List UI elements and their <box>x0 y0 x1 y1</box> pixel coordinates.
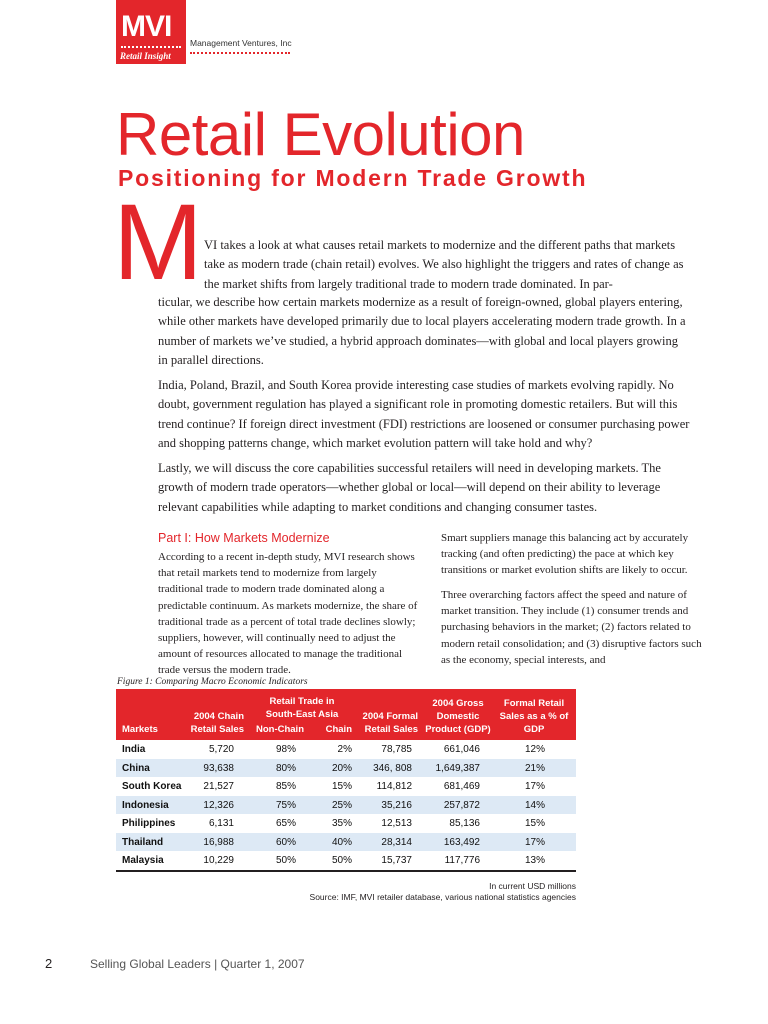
cell-share: 21% <box>524 762 545 774</box>
cell-nonchain: 98% <box>275 744 296 755</box>
header-chain-sales: 2004 Chain Retail Sales <box>190 711 244 735</box>
cell-share: 17% <box>524 836 545 848</box>
intro-paragraph-1-rest: ticular, we describe how certain markets modernize as a result of foreign-owned, global players entering, while other markets have developed primarily due to local players accelerating modern trade growth. In a number of markets we’ve studied, a hybrid approach dominates—with global and local players growing in parallel directions. <box>158 295 686 367</box>
table-header <box>116 689 576 740</box>
cell-chain-sales: 6,131 <box>208 818 234 829</box>
page-number: 2 <box>45 956 53 971</box>
cell-formal-sales: 114,812 <box>376 781 412 792</box>
header-formal-sales: 2004 Formal Retail Sales <box>362 711 418 735</box>
table-body <box>116 740 576 870</box>
cell-market: South Korea <box>122 781 182 792</box>
section-heading: Part I: How Markets Modernize <box>158 531 330 545</box>
cell-share: 13% <box>524 855 545 866</box>
cell-nonchain: 60% <box>275 836 296 848</box>
cell-chain: 50% <box>331 855 352 866</box>
cell-market: China <box>122 762 150 774</box>
footer-text: Selling Global Leaders | Quarter 1, 2007 <box>90 957 305 971</box>
logo-text: MVI <box>121 10 172 43</box>
header-gdp: 2004 Gross Domestic Product (GDP) <box>425 698 491 735</box>
cell-share: 12% <box>524 744 545 755</box>
page-title: Retail Evolution <box>116 101 525 168</box>
cell-chain-sales: 16,988 <box>203 836 234 848</box>
cell-nonchain: 80% <box>275 762 296 774</box>
cell-nonchain: 65% <box>275 818 296 829</box>
cell-nonchain: 50% <box>275 855 296 866</box>
cell-share: 17% <box>524 781 545 792</box>
cell-share: 15% <box>524 818 545 829</box>
logo-tagline: Retail Insight <box>120 51 171 61</box>
cell-gdp: 661,046 <box>443 744 480 755</box>
indicators-table <box>116 689 576 872</box>
header-chain: Chain <box>325 724 352 735</box>
cell-market: India <box>122 744 146 755</box>
decorative-dots <box>190 52 290 54</box>
cell-chain-sales: 12,326 <box>203 799 234 811</box>
units-note: In current USD millions <box>489 881 576 891</box>
cell-chain-sales: 10,229 <box>203 855 234 866</box>
column-1-text: According to a recent in-depth study, MVI research shows that retail markets tend to modernize from largely traditional trade to modern trade dominated along a predictable continuum. As markets modernize, the share of traditional trade as a percent of total trade declines slowly; suppliers, however, will continually need to adjust the amount of resources allocated to manage the traditional trade versus the modern trade. <box>158 551 418 677</box>
cell-chain-sales: 21,527 <box>203 781 234 792</box>
cell-chain: 40% <box>331 836 352 848</box>
cell-gdp: 163,492 <box>443 836 480 848</box>
cell-nonchain: 75% <box>275 799 296 811</box>
cell-chain: 15% <box>331 781 352 792</box>
logo-dots <box>121 46 181 48</box>
intro-paragraph-2: India, Poland, Brazil, and South Korea provide interesting case studies of markets evolving rapidly. No doubt, government regulation has played a significant role in promoting domestic retailers. But will this trend continue? If foreign direct investment (FDI) restrictions are loosened or consumer purchasing power and shopping patterns change, which market evolution pattern will take hold and why? <box>158 378 690 450</box>
intro-paragraph-1-start: VI takes a look at what causes retail markets to modernize and the different paths that markets take as modern trade (chain retail) evolves. We also highlight the triggers and rates of change as the market shifts from largely traditional trade to modern trade dominated. In par- <box>204 238 684 291</box>
cell-market: Malaysia <box>122 855 164 866</box>
cell-formal-sales: 12,513 <box>381 818 412 829</box>
cell-share: 14% <box>524 799 545 811</box>
company-name: Management Ventures, Inc <box>190 38 292 48</box>
cell-formal-sales: 346, 808 <box>373 762 412 774</box>
table-row <box>116 777 576 796</box>
cell-formal-sales: 78,785 <box>381 744 412 755</box>
table-row <box>116 796 576 815</box>
cell-chain: 20% <box>331 762 352 774</box>
drop-cap: M <box>113 181 203 302</box>
table-row <box>116 740 576 759</box>
column-2-text-b: Three overarching factors affect the speed and nature of market transition. They include (1) consumer trends and purchasing behaviors in the market; (2) factors related to modern retail consolidation; and (3) disruptive factors such as the economy, special interests, and <box>441 589 702 666</box>
cell-formal-sales: 28,314 <box>381 836 412 848</box>
cell-nonchain: 85% <box>275 781 296 792</box>
cell-market: Thailand <box>122 836 164 848</box>
cell-gdp: 681,469 <box>443 781 480 792</box>
figure-caption: Figure 1: Comparing Macro Economic Indicators <box>117 677 308 687</box>
cell-gdp: 85,136 <box>449 818 480 829</box>
cell-gdp: 257,872 <box>443 799 480 811</box>
cell-chain-sales: 5,720 <box>208 744 234 755</box>
table-row <box>116 759 576 778</box>
table-row <box>116 814 576 833</box>
cell-gdp: 1,649,387 <box>435 762 480 774</box>
cell-chain-sales: 93,638 <box>203 762 234 774</box>
page-subtitle: Positioning for Modern Trade Growth <box>118 165 588 191</box>
source-note: Source: IMF, MVI retailer database, various national statistics agencies <box>309 892 576 902</box>
table-row <box>116 851 576 870</box>
cell-chain: 2% <box>337 744 352 755</box>
cell-formal-sales: 35,216 <box>381 799 412 811</box>
cell-gdp: 117,776 <box>444 855 480 866</box>
cell-market: Philippines <box>122 818 176 829</box>
intro-paragraph-3: Lastly, we will discuss the core capabilities successful retailers will need in developing markets. The growth of modern trade operators—whether global or local—will depend on their ability to leverage relevant capabilities while adapting to market conditions and changing consumer tastes. <box>158 461 661 514</box>
cell-chain: 35% <box>331 818 352 829</box>
header-non-chain: Non-Chain <box>255 724 305 735</box>
header-retail-trade-group: Retail Trade in South-East Asia <box>265 696 339 720</box>
header-share: Formal Retail Sales as a % of GDP <box>499 698 569 735</box>
column-2-text-a: Smart suppliers manage this balancing act by accurately tracking (and often predicting) the pace at which key transitions or market evolution shifts are likely to occur. <box>441 532 689 577</box>
table-row <box>116 833 576 852</box>
table-bottom-rule <box>116 870 576 872</box>
cell-market: Indonesia <box>122 799 169 811</box>
cell-formal-sales: 15,737 <box>381 855 412 866</box>
mvi-logo <box>116 0 186 64</box>
table-notes <box>116 881 576 903</box>
header-markets: Markets <box>122 724 158 735</box>
cell-chain: 25% <box>331 799 352 811</box>
